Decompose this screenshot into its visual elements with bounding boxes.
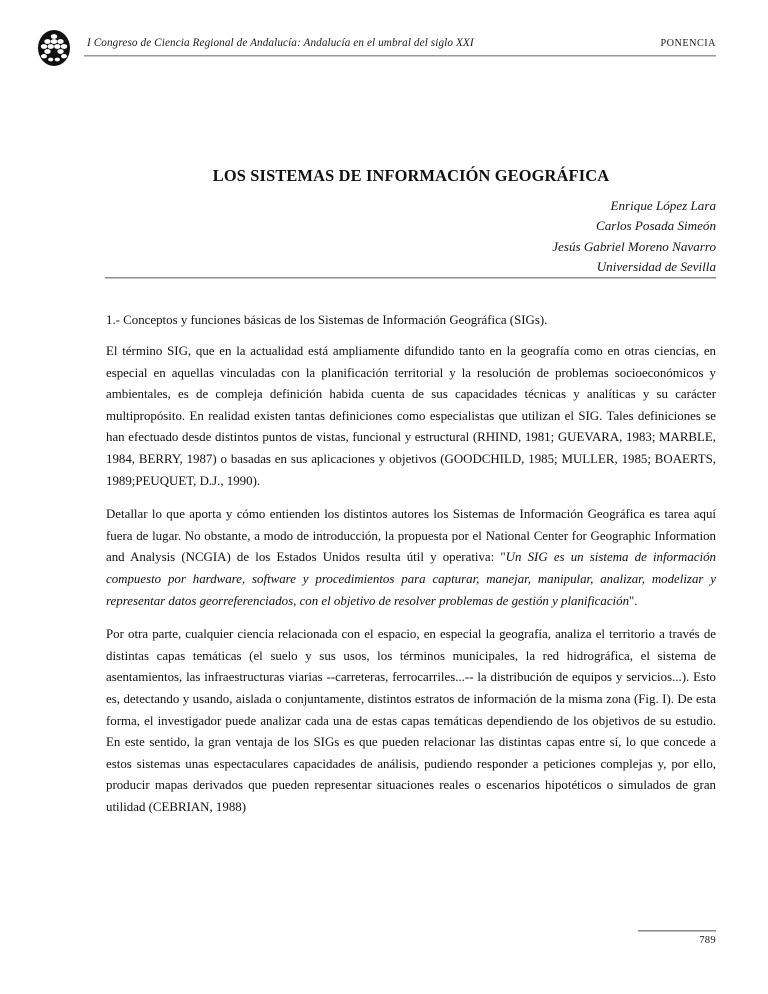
paragraph-2-tail: ". xyxy=(629,593,638,608)
paragraph-2-lead: Detallar lo que aporta y cómo entienden los distintos autores los Sistemas de Información Geográfica es tarea aquí fuera de lugar. No obstante, a modo de introducción, la propuesta por el National Center for Geographic Information and Analysis (NCGIA) de los Estados Unidos resulta útil y operativa: " xyxy=(106,507,716,565)
footer-divider xyxy=(638,930,716,932)
author-list xyxy=(106,196,716,277)
header-rule-area xyxy=(84,36,716,62)
body-paragraph-3: Por otra parte, cualquier ciencia relacionada con el espacio, en especial la geografía, analiza el territorio a través de distintas capas temáticas (el suelo y sus usos, los términos municipales, la red hidrográfica, el sistema de asentamientos, las infraestructuras viarias --carreteras, ferrocarriles...-- la distribución de equipos y servicios...). Esto es, detectando y usando, aislada o conjuntamente, distintos estratos de información de la misma zona (Fig. I). De esta forma, el investigador puede analizar cada una de estas capas temáticas dependiendo de los objetivos de su estudio. En este sentido, la gran ventaja de los SIGs es que pueden relacionar las distintas capas entre sí, lo que concede a estos sistemas unas espectaculares capacidades de análisis, pudiendo responder a peticiones complejas y, por ello, producir mapas derivados que pueden representar situaciones reales o escenarios hipotéticos o simulados de gran utilidad (CEBRIAN, 1988) xyxy=(106,627,716,814)
page-footer xyxy=(0,930,768,970)
body-paragraph-1: El término SIG, que en la actualidad está ampliamente difundido tanto en la geografía como en otras ciencias, en especial en aquellas vinculadas con la planificación territorial y la resolución de problemas socioeconómicos y ambientales, es de compleja definición habida cuenta de sus capacidades técnicas y analíticas y su carácter multipropósito. En realidad existen tantas definiciones como especialistas que utilizan el SIG. Tales definiciones se han efectuado desde distintos puntos de vistas, funcional y estructural (RHIND, 1981; GUEVARA, 1983; MARBLE, 1984, BERRY, 1987) o basadas en sus aplicaciones y objetivos (GOODCHILD, 1985; MULLER, 1985; BOAERTS, 1989;PEUQUET, D.J., 1990). xyxy=(106,344,716,488)
author-affiliation: Universidad de Sevilla xyxy=(596,258,716,274)
header-kicker: PONENCIA xyxy=(660,38,716,49)
document-body xyxy=(106,311,716,818)
page-number: 789 xyxy=(699,935,716,946)
header-text-row xyxy=(84,36,716,56)
ncgia-definition-quote: Un SIG es un sistema de información compuesto por hardware, software y procedimientos para capturar, manejar, manipular, analizar, modelizar y representar datos georreferenciados, con el objetivo de resolver problemas de gestión y planificación xyxy=(106,550,716,608)
author-name: Carlos Posada Simeón xyxy=(595,218,716,234)
running-title: I Congreso de Ciencia Regional de Andalucía: Andalucía en el umbral del siglo XXI xyxy=(87,37,474,49)
title-divider xyxy=(105,277,716,279)
body-paragraph-2 xyxy=(106,504,716,612)
author-name: Enrique López Lara xyxy=(610,198,716,213)
header-divider xyxy=(84,55,716,57)
author-name: Jesús Gabriel Moreno Navarro xyxy=(552,238,716,254)
section-heading: 1.- Conceptos y funciones básicas de los Sistemas de Información Geográfica (SIGs). xyxy=(106,313,548,327)
page-title: LOS SISTEMAS DE INFORMACIÓN GEOGRÁFICA xyxy=(212,166,610,185)
congress-emblem-icon xyxy=(37,29,71,67)
running-header xyxy=(0,0,768,80)
